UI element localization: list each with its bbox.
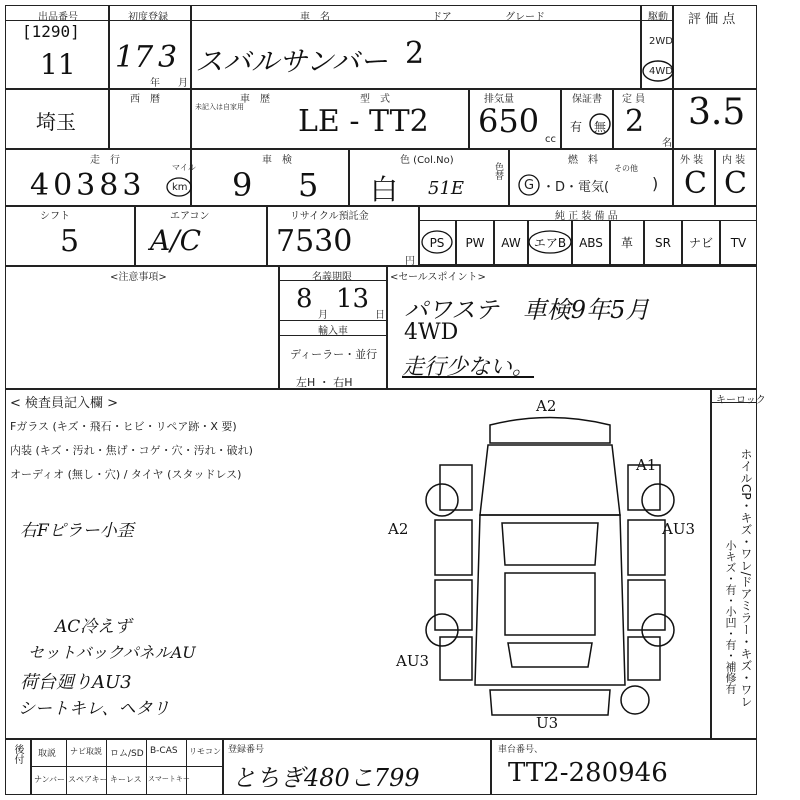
grid-line bbox=[30, 766, 222, 767]
sales-point-3: 走行少ない。 bbox=[402, 355, 535, 380]
doors-label: ドア bbox=[432, 12, 452, 23]
vin-value: TT2-280946 bbox=[508, 758, 668, 788]
footer-smart-key: スマートキー bbox=[148, 775, 190, 783]
exterior-grade: C bbox=[684, 166, 707, 201]
grid-line bbox=[190, 5, 192, 88]
expiry-label: 名義期限 bbox=[312, 272, 352, 283]
grid-line bbox=[108, 5, 110, 148]
month-unit: 月 bbox=[178, 78, 188, 89]
nishi-label: 西 暦 bbox=[130, 94, 160, 105]
notes-label: <注意事項> bbox=[110, 272, 167, 283]
model-value: LE - TT2 bbox=[298, 104, 429, 139]
equip-tv bbox=[720, 220, 757, 265]
drive-label: 駆動 bbox=[648, 12, 668, 23]
grid-line bbox=[190, 88, 192, 148]
vin-label: 車台番号、 bbox=[498, 745, 544, 755]
mark-a2-top: A2 bbox=[536, 397, 557, 415]
score-value: 3.5 bbox=[688, 92, 746, 133]
inspection-note-1: 右Fピラー小歪 bbox=[20, 521, 134, 541]
equip-tv-text: TV bbox=[730, 235, 747, 250]
expiry-day: 13 bbox=[336, 284, 370, 314]
drive-4wd: 4WD bbox=[649, 66, 673, 77]
grid-line bbox=[348, 148, 350, 205]
grid-line bbox=[5, 20, 672, 21]
aircon-value: A/C bbox=[150, 224, 202, 257]
recycle-value: 7530 bbox=[276, 224, 353, 259]
roof bbox=[505, 573, 595, 635]
mark-u3: U3 bbox=[536, 714, 559, 732]
aircon-label: エアコン bbox=[170, 211, 210, 222]
equip-sr-text: SR bbox=[655, 235, 671, 250]
grid-line bbox=[672, 148, 674, 205]
fuel-label: 燃 料 bbox=[568, 155, 598, 166]
interior-label: 内 装 bbox=[722, 155, 746, 166]
inspection-glass: Fガラス (キズ・飛石・ヒビ・リペア跡・X 要) bbox=[10, 420, 237, 433]
footer-bcas: B-CAS bbox=[150, 746, 178, 756]
equip-abs bbox=[572, 220, 610, 265]
capacity-value: 2 bbox=[625, 104, 645, 139]
footer-rom-sd: ロム/SD bbox=[110, 749, 144, 759]
interior-grade: C bbox=[724, 166, 747, 201]
grid-line bbox=[5, 738, 757, 740]
footer-manual: 取説 bbox=[38, 749, 57, 759]
vehicle-diagram bbox=[420, 405, 680, 730]
score-label: 評 価 点 bbox=[688, 12, 736, 27]
grid-line bbox=[134, 205, 136, 265]
shaken-month: 5 bbox=[298, 166, 319, 204]
keylock-label: キーロック bbox=[716, 395, 766, 406]
first-reg-label: 初度登録 bbox=[128, 12, 168, 23]
import-dealer: ディーラー・並行 bbox=[290, 348, 378, 361]
color-value: 白 bbox=[370, 173, 399, 206]
rear-bumper bbox=[490, 690, 610, 715]
import-hand: 左H ・ 右H bbox=[296, 376, 353, 389]
footer-keyless: キーレス bbox=[110, 775, 142, 784]
mark-au3-right: AU3 bbox=[662, 520, 696, 538]
year-unit: 年 bbox=[150, 78, 160, 89]
mark-au3-left: AU3 bbox=[396, 652, 430, 670]
warranty-yes: 有 bbox=[570, 120, 583, 134]
mark-a2-left: A2 bbox=[388, 520, 409, 538]
model-label: 型 式 bbox=[360, 94, 390, 105]
equip-leather bbox=[610, 220, 644, 265]
capacity-unit: 名 bbox=[662, 138, 672, 149]
grid-line bbox=[508, 148, 510, 205]
footer-side-label: 後付 bbox=[12, 744, 23, 764]
equip-leather-text: 革 bbox=[620, 236, 633, 250]
windshield bbox=[502, 523, 598, 565]
grid-line bbox=[222, 738, 224, 795]
side-list-2: 小キズ・有・小凹・有・補修有 bbox=[724, 540, 737, 694]
grid-line bbox=[560, 88, 562, 148]
wheel-lf bbox=[426, 484, 458, 516]
body bbox=[475, 515, 625, 685]
lot-big: 11 bbox=[40, 48, 76, 81]
right-rear-door bbox=[628, 580, 665, 630]
shaken-year: 9 bbox=[232, 166, 253, 204]
chassis-label: 車 歴 bbox=[240, 94, 270, 105]
fuel-g: G bbox=[524, 178, 535, 193]
fuel-close: ) bbox=[652, 174, 659, 193]
lot-label: 出品番号 bbox=[38, 12, 78, 23]
grid-line bbox=[468, 88, 470, 148]
grid-line bbox=[278, 265, 280, 388]
left-front-fender bbox=[440, 465, 472, 510]
expiry-month-unit: 月 bbox=[318, 310, 328, 321]
fuel-options: ・D・電気( bbox=[542, 180, 610, 195]
wheel-rf bbox=[642, 484, 674, 516]
grid-line bbox=[278, 320, 386, 321]
equip-aw-text: AW bbox=[501, 235, 521, 250]
sales-label: <セールスポイント> bbox=[390, 272, 486, 283]
equip-abs-text: ABS bbox=[579, 235, 603, 250]
mileage-value: 40383 bbox=[30, 168, 146, 203]
warranty-label: 保証書 bbox=[572, 94, 602, 105]
shaken-label: 車 検 bbox=[262, 155, 292, 166]
warranty-no: 無 bbox=[594, 120, 607, 134]
km-unit: km bbox=[172, 182, 188, 193]
front-bumper bbox=[490, 418, 610, 444]
doors-value: 2 bbox=[405, 36, 425, 71]
grid-line bbox=[66, 738, 67, 795]
equip-sr bbox=[644, 220, 682, 265]
left-front-door bbox=[435, 520, 472, 575]
import-label: 輸入車 bbox=[318, 326, 348, 337]
grid-line bbox=[386, 265, 388, 388]
right-rear-fender bbox=[628, 637, 660, 680]
spare-wheel bbox=[621, 686, 649, 714]
expiry-day-unit: 日 bbox=[375, 310, 385, 321]
equip-navi-text: ナビ bbox=[688, 236, 713, 250]
fuel-other: その他 bbox=[614, 164, 638, 173]
capacity-label: 定 員 bbox=[622, 94, 646, 105]
mark-a1: A1 bbox=[636, 456, 657, 474]
inspection-title: < 検査員記入欄 > bbox=[10, 396, 119, 411]
color-label: 色 (Col.No) bbox=[400, 155, 454, 166]
lot-number: [1290] bbox=[22, 22, 80, 41]
sales-point-2: 4WD bbox=[404, 320, 459, 345]
drive-2wd: 2WD bbox=[649, 36, 673, 47]
expiry-month: 8 bbox=[296, 284, 313, 314]
equip-label: 純 正 装 備 品 bbox=[555, 211, 618, 222]
grid-line bbox=[5, 148, 757, 150]
grid-line bbox=[710, 388, 712, 738]
exterior-label: 外 装 bbox=[680, 155, 704, 166]
grid-line bbox=[490, 738, 492, 795]
reg-number: とちぎ480こ799 bbox=[232, 764, 420, 792]
sales-point-1: パワステ 車検9年5月 bbox=[404, 296, 650, 324]
equip-ps-text: PS bbox=[429, 235, 445, 250]
mile-unit: マイル bbox=[172, 163, 196, 172]
cc-unit: cc bbox=[545, 134, 556, 145]
inspection-note-2: AC冷えず bbox=[55, 617, 132, 637]
grid-line bbox=[186, 738, 187, 795]
left-rear-fender bbox=[440, 637, 472, 680]
shift-value: 5 bbox=[60, 224, 80, 259]
grid-line bbox=[5, 388, 757, 390]
color-change: 色替 bbox=[493, 162, 503, 180]
chassis-note: 未記入は自家用 bbox=[195, 103, 244, 111]
color-number: 51E bbox=[428, 178, 465, 199]
side-list-1: ホイルCP・キズ・ワレ/ドアミラー・キズ・ワレ bbox=[739, 448, 753, 708]
fuel-g-circle bbox=[517, 173, 541, 197]
grid-line bbox=[5, 265, 757, 267]
right-front-door bbox=[628, 520, 665, 575]
grade-label: グレード bbox=[505, 12, 545, 23]
inspection-note-3: セットバックパネルAU bbox=[28, 643, 196, 662]
grid-line bbox=[266, 205, 268, 265]
footer-spare-key: スペアキー bbox=[68, 775, 108, 784]
rear-window bbox=[508, 643, 592, 667]
recycle-label: リサイクル預託金 bbox=[290, 211, 369, 222]
first-reg-month: 3 bbox=[158, 40, 178, 75]
hood bbox=[480, 445, 620, 515]
inspection-audio: オーディオ (無し・穴) / タイヤ (スタッドレス) bbox=[10, 468, 242, 481]
grid-line bbox=[106, 738, 107, 795]
shift-label: シフト bbox=[40, 211, 70, 222]
warranty-no-circle bbox=[588, 112, 612, 136]
equip-airbag-circle bbox=[527, 228, 573, 256]
equip-pw-text: PW bbox=[465, 235, 485, 250]
displacement-value: 650 bbox=[478, 102, 540, 140]
car-name: スバルサンバー bbox=[195, 45, 388, 78]
region: 埼玉 bbox=[36, 110, 76, 134]
footer-navi-manual: ナビ取説 bbox=[70, 747, 102, 756]
left-rear-door bbox=[435, 580, 472, 630]
mileage-label: 走 行 bbox=[90, 155, 120, 166]
car-name-label: 車 名 bbox=[300, 12, 330, 23]
grid-line bbox=[714, 148, 716, 205]
equip-aw bbox=[494, 220, 528, 265]
equip-navi bbox=[682, 220, 720, 265]
first-reg-year: 17 bbox=[115, 40, 154, 75]
displacement-label: 排気量 bbox=[484, 94, 514, 105]
footer-number: ナンバー bbox=[34, 775, 66, 784]
yen-unit: 円 bbox=[405, 256, 415, 267]
drive-4wd-circle bbox=[640, 58, 676, 84]
km-circle bbox=[166, 176, 192, 198]
equip-pw bbox=[456, 220, 494, 265]
inspection-interior: 内装 (キズ・汚れ・焦げ・コゲ・穴・汚れ・破れ) bbox=[10, 444, 253, 457]
inspection-note-5: シートキレ、ヘタリ bbox=[18, 699, 170, 719]
footer-remote: リモコン bbox=[189, 747, 221, 756]
equip-ps-circle bbox=[419, 228, 455, 256]
inspection-note-4: 荷台廻りAU3 bbox=[20, 672, 132, 693]
equip-airbag-text: エアB bbox=[533, 236, 567, 250]
grid-line bbox=[612, 88, 614, 148]
reg-label: 登録番号 bbox=[228, 745, 265, 755]
grid-line bbox=[146, 738, 147, 795]
